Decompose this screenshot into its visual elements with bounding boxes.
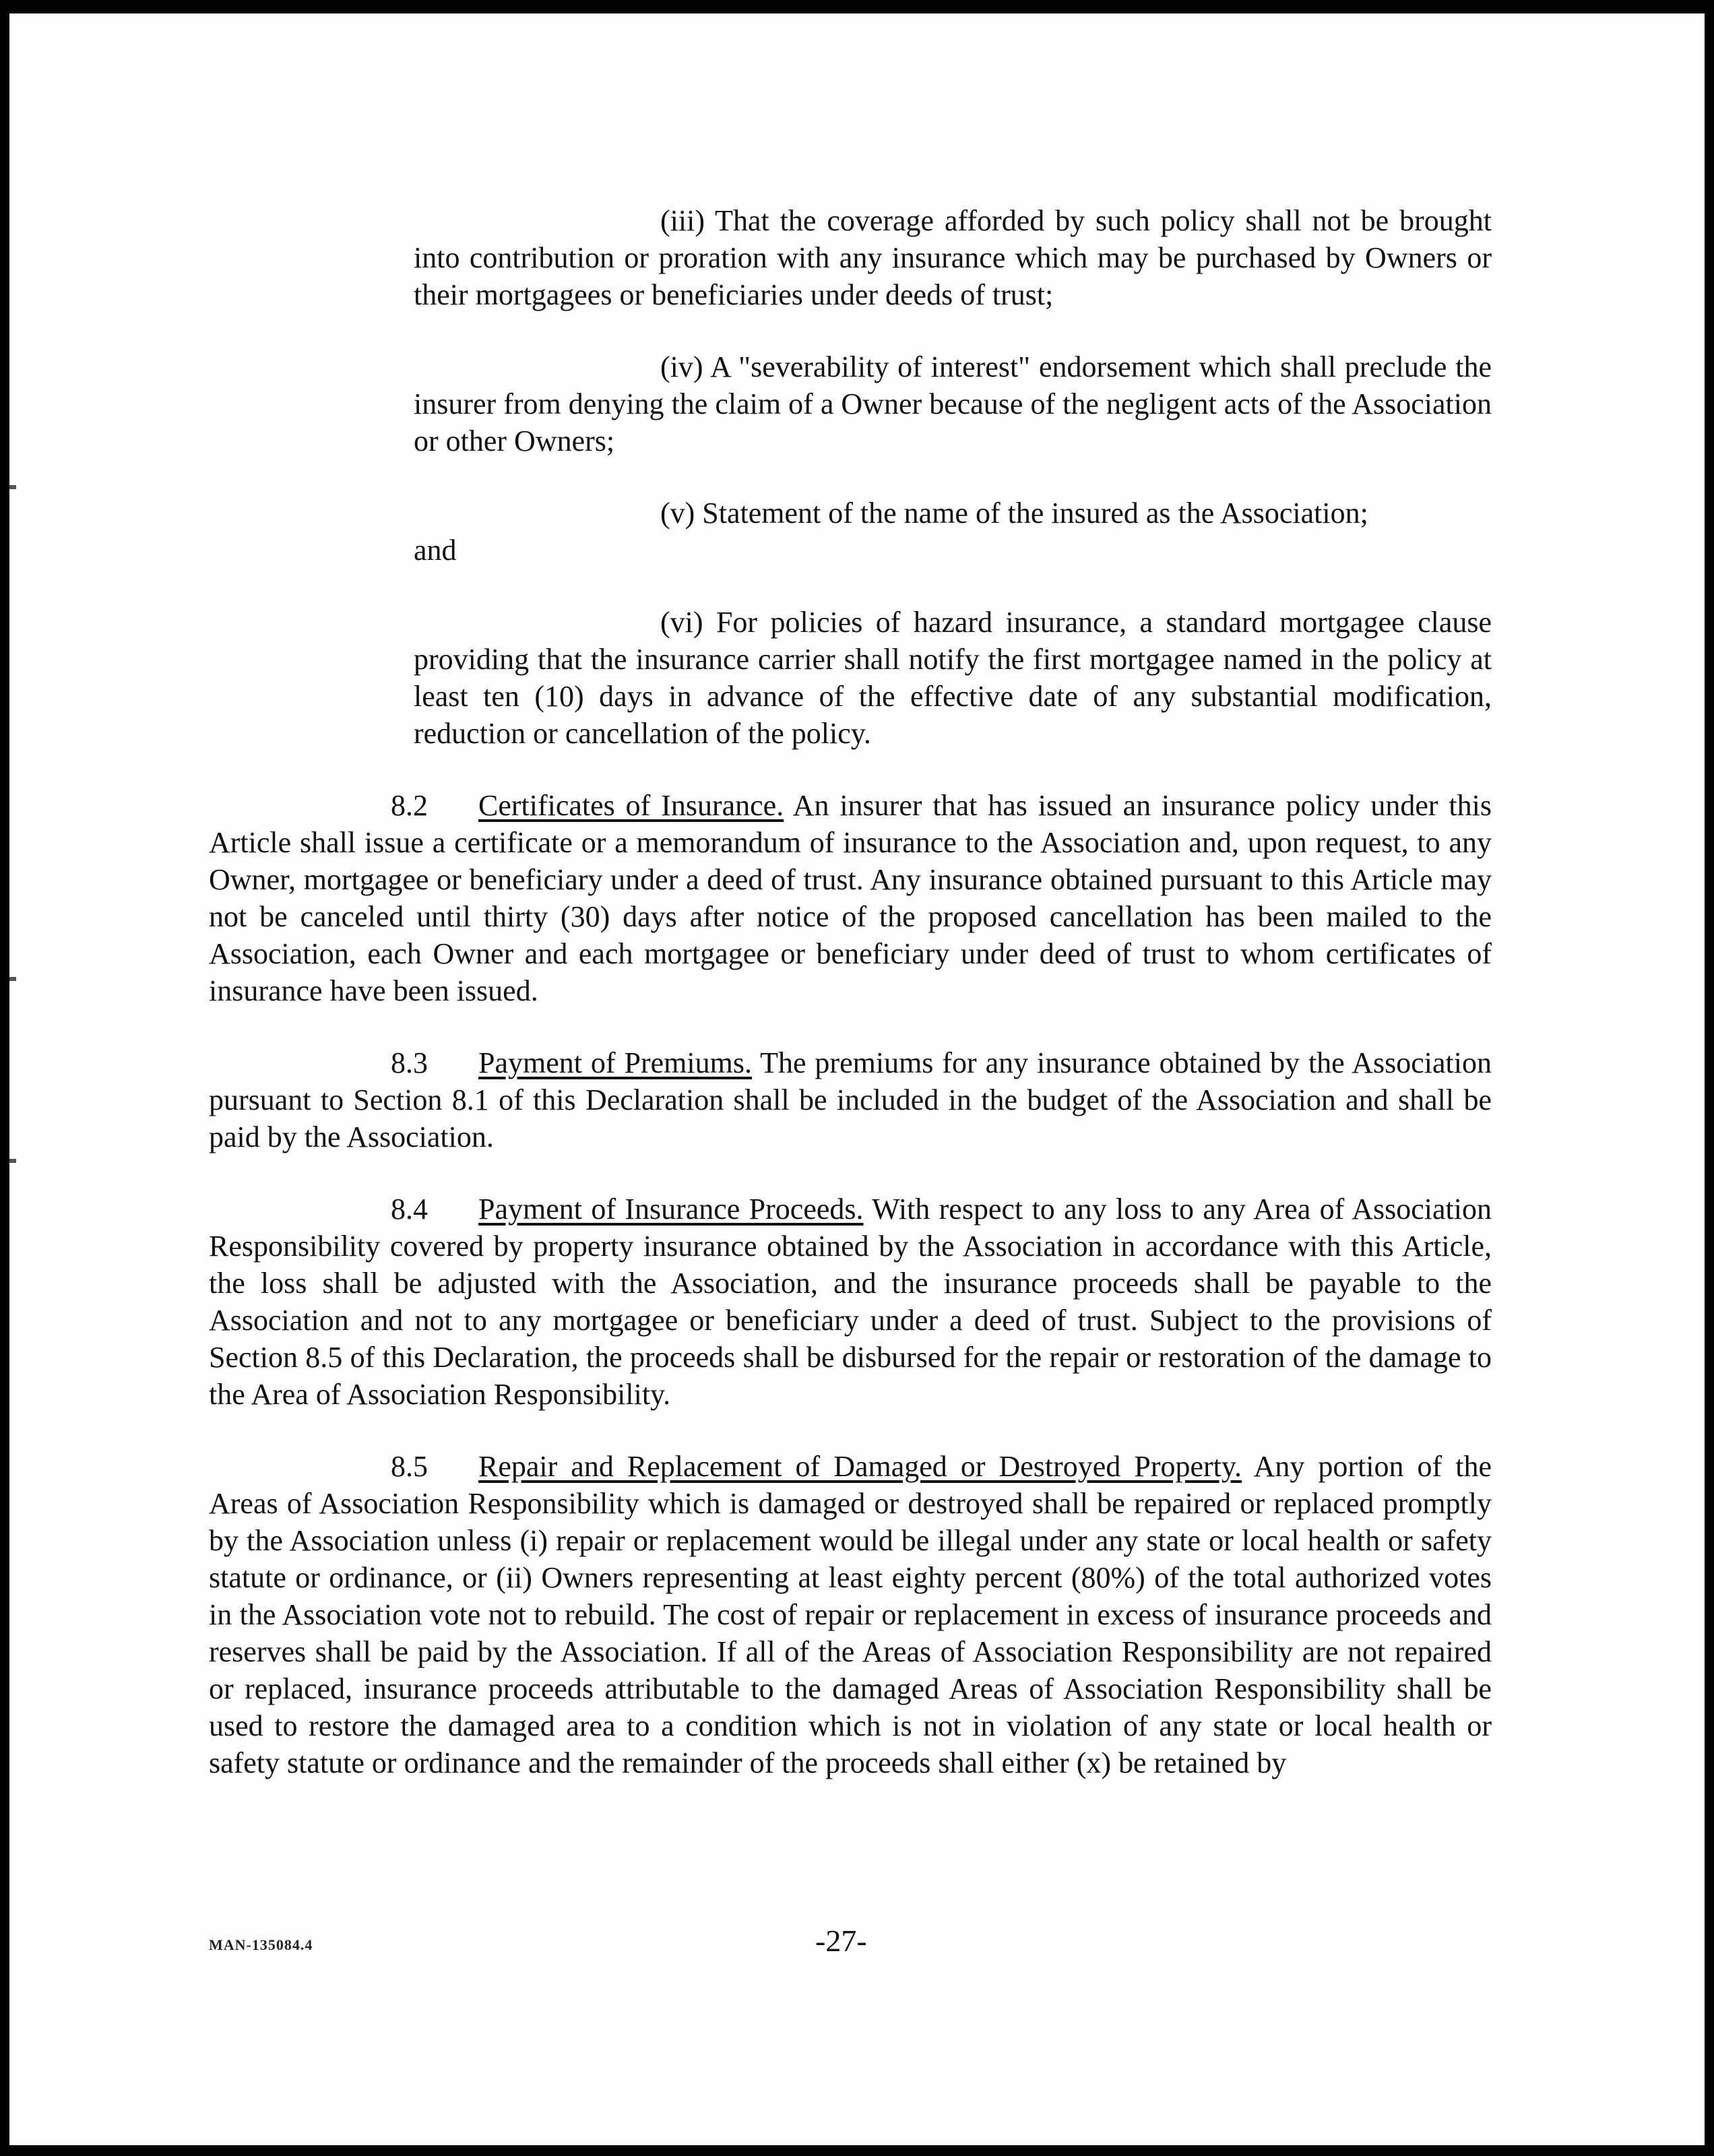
section-body: An insurer that has issued an insurance policy under this Article shall issue a certificate or a memorandum of insurance to the Association and, upon request, to any Owner, mortgagee or beneficiary under a deed of trust. Any insurance obtained pursuant to this Article may not be canceled until thirty (30) days after notice of the proposed cancellation has been mailed to the Association, each Owner and each mortgagee or beneficiary under deed of trust to whom certificates of insurance have been issued.	[209, 789, 1492, 1007]
section-title: Certificates of Insurance.	[478, 789, 784, 822]
section-body: The premiums for any insurance obtained by the Association pursuant to Section 8.1 of this Declaration shall be included in the budget of the Association and shall be paid by the Association.	[209, 1046, 1492, 1153]
page-number: -27-	[815, 1924, 867, 1958]
scan-artifact	[9, 485, 16, 489]
list-item-vi	[414, 604, 1492, 752]
section-8-4	[209, 1191, 1492, 1413]
item-vi-text: (vi) For policies of hazard insurance, a standard mortgagee clause providing that the insurance carrier shall notify the first mortgagee named in the policy at least ten (10) days in advance of the effective date of any substantial modification, reduction or cancellation of the policy.	[414, 606, 1492, 750]
section-title: Payment of Insurance Proceeds.	[478, 1193, 864, 1226]
section-8-5	[209, 1448, 1492, 1781]
section-body: With respect to any loss to any Area of Association Responsibility covered by property insurance obtained by the Association in accordance with this Article, the loss shall be adjusted with the Association, and the insurance proceeds shall be payable to the Association and not to any mortgagee or beneficiary under a deed of trust. Subject to the provisions of Section 8.5 of this Declaration, the proceeds shall be disbursed for the repair or restoration of the damage to the Area of Association Responsibility.	[209, 1193, 1492, 1411]
list-item-v	[414, 495, 1492, 569]
list-item-iii	[414, 202, 1492, 313]
section-8-3	[209, 1044, 1492, 1155]
item-v-text: (v) Statement of the name of the insured as the Association;	[660, 497, 1368, 530]
document-body	[209, 202, 1492, 1816]
section-number: 8.5	[391, 1450, 428, 1483]
section-number: 8.2	[391, 789, 428, 822]
document-code: MAN-135084.4	[209, 1936, 313, 1953]
section-number: 8.3	[391, 1046, 428, 1079]
document-page	[9, 13, 1705, 2145]
section-title: Payment of Premiums.	[478, 1046, 752, 1079]
list-item-iv	[414, 348, 1492, 459]
scan-artifact	[9, 977, 16, 981]
section-body: Any portion of the Areas of Association Responsibility which is damaged or destroyed shall be repaired or replaced promptly by the Association unless (i) repair or replacement would be illegal under any state or local health or safety statute or ordinance, or (ii) Owners representing at least eighty percent (80%) of the total authorized votes in the Association vote not to rebuild. The cost of repair or replacement in excess of insurance proceeds and reserves shall be paid by the Association. If all of the Areas of Association Responsibility are not repaired or replaced, insurance proceeds attributable to the damaged Areas of Association Responsibility shall be used to restore the damaged area to a condition which is not in violation of any state or local health or safety statute or ordinance and the remainder of the proceeds shall either (x) be retained by	[209, 1450, 1492, 1779]
item-iii-text: (iii) That the coverage afforded by such policy shall not be brought into contribution or proration with any insurance which may be purchased by Owners or their mortgagees or beneficiaries under deeds of trust;	[414, 204, 1492, 311]
scan-artifact	[9, 1159, 16, 1163]
item-v-trailing: and	[414, 534, 457, 567]
section-number: 8.4	[391, 1193, 428, 1226]
section-title: Repair and Replacement of Damaged or Destroyed Property.	[478, 1450, 1242, 1483]
item-iv-text: (iv) A "severability of interest" endorsement which shall preclude the insurer from denying the claim of a Owner because of the negligent acts of the Association or other Owners;	[414, 350, 1492, 457]
section-8-2	[209, 787, 1492, 1009]
